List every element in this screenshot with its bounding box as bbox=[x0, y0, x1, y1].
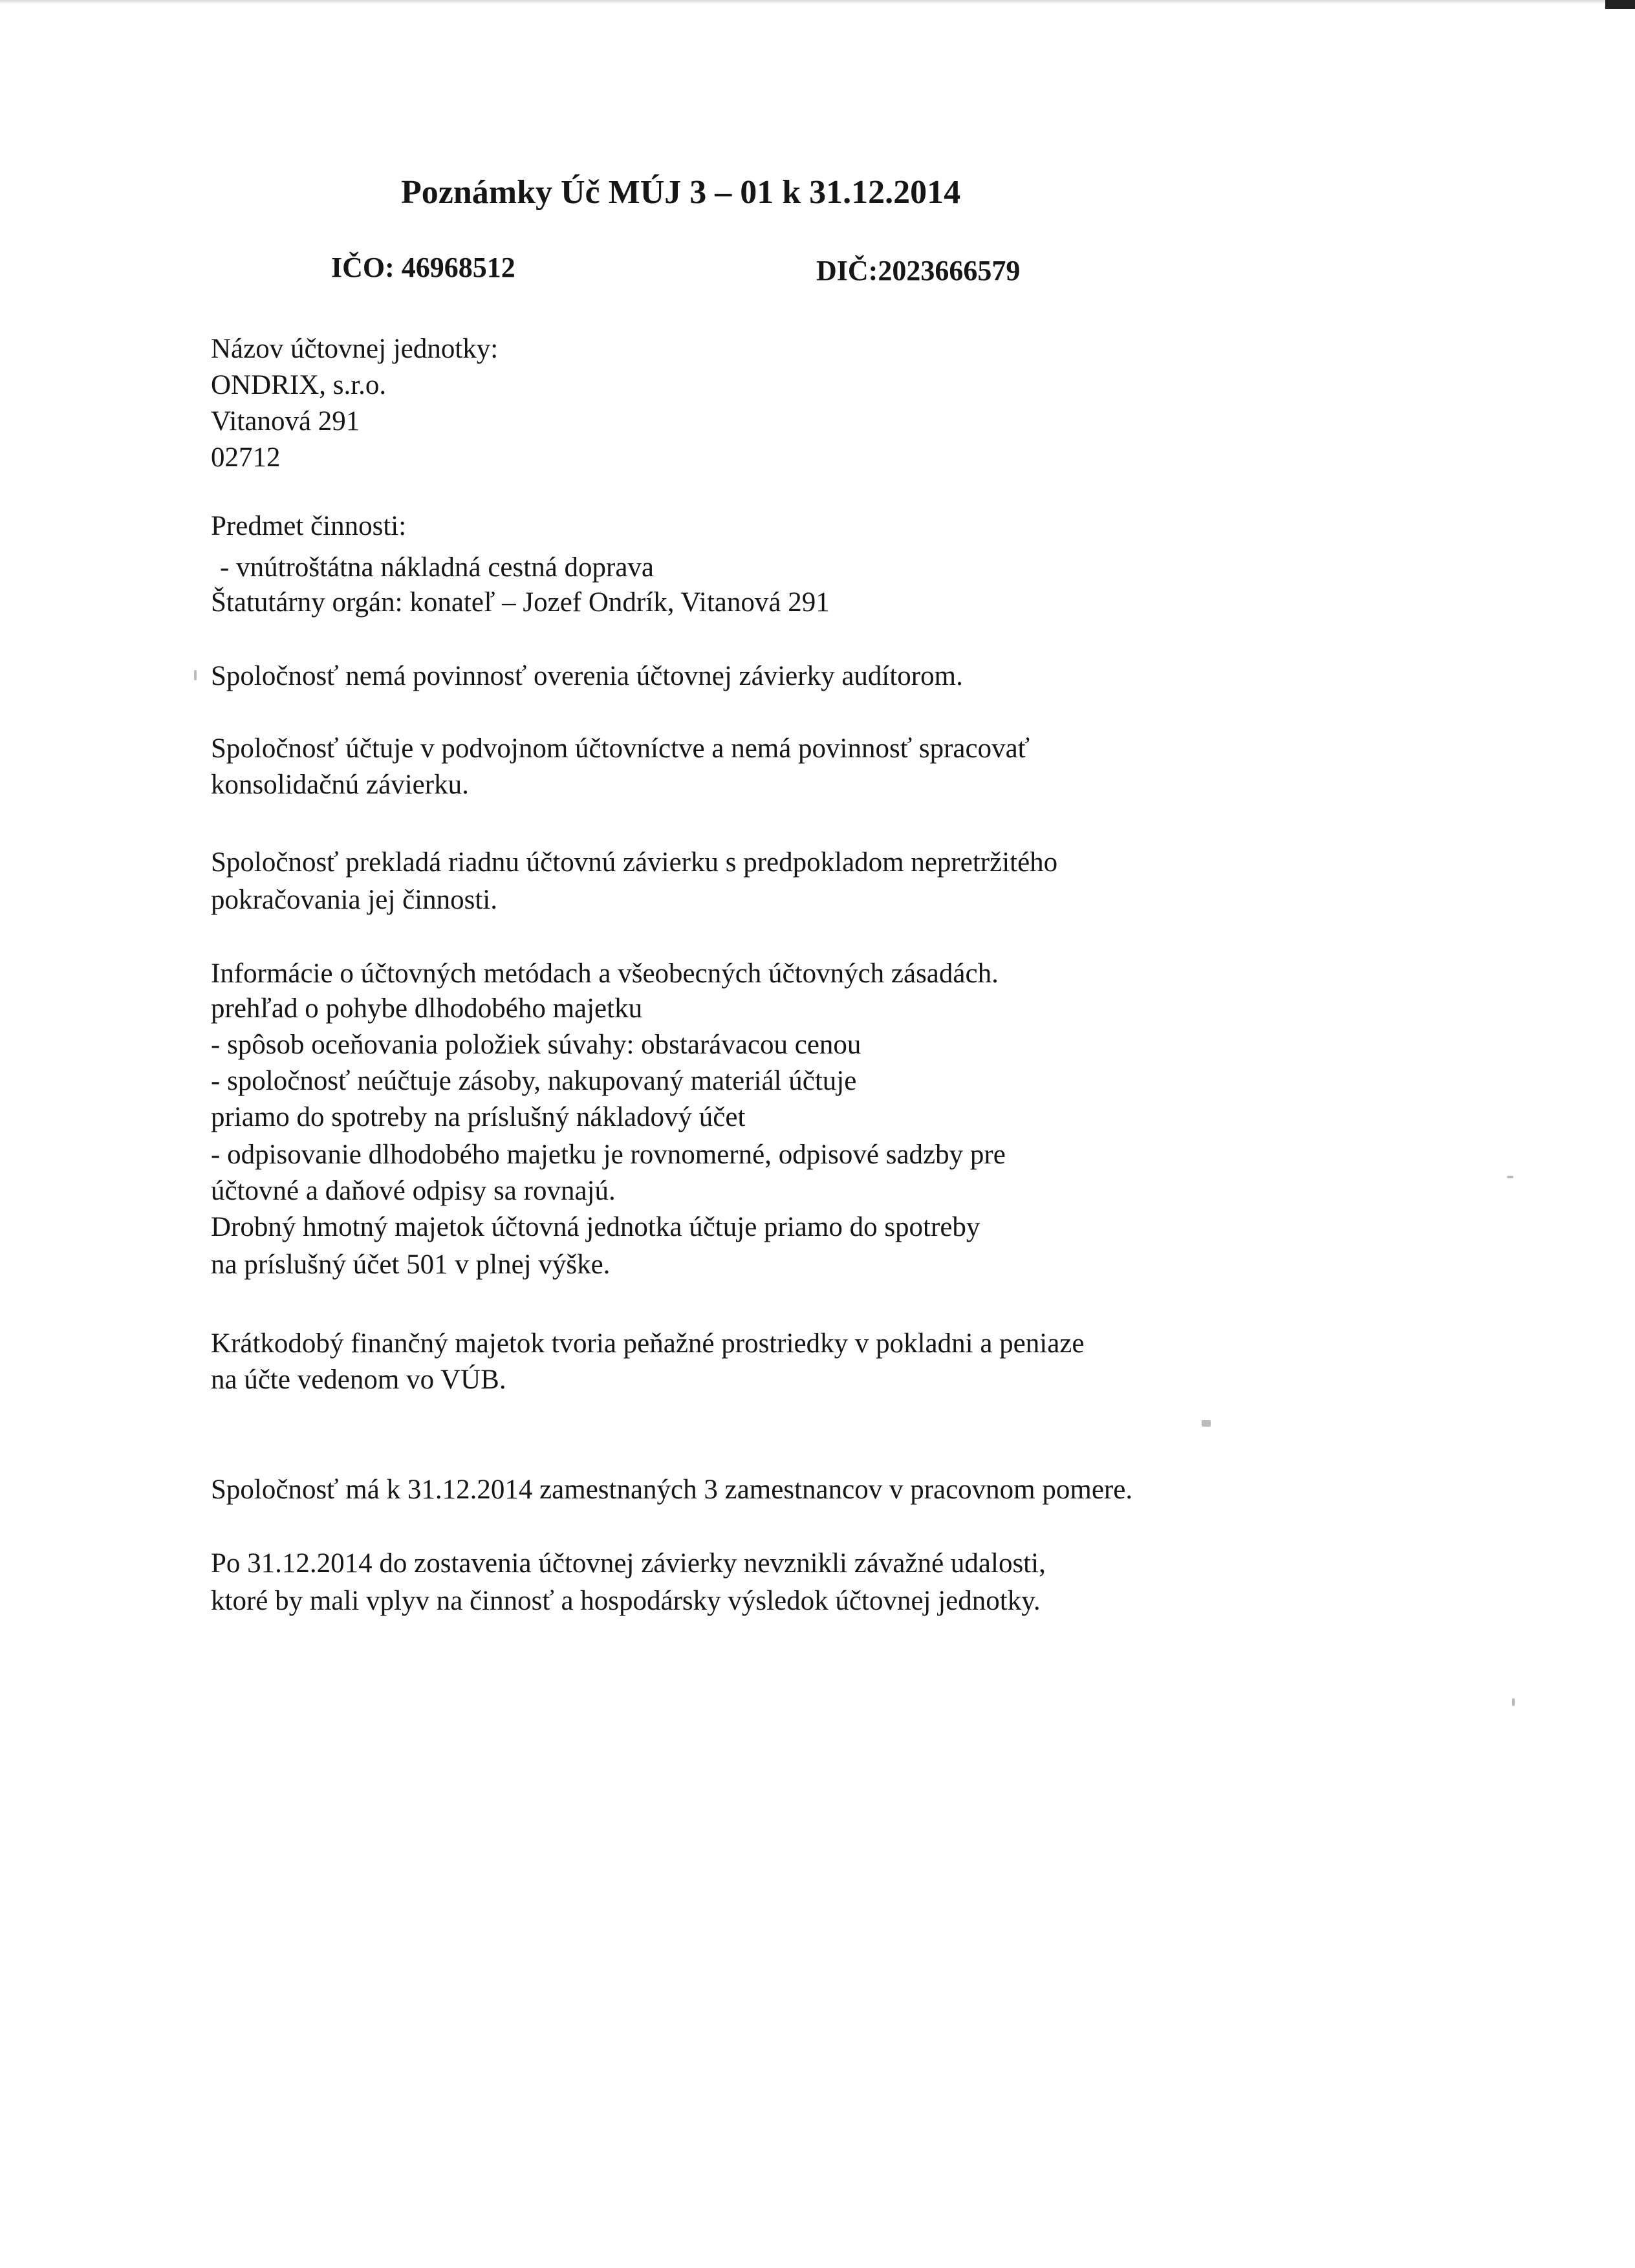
scan-top-edge bbox=[0, 0, 1635, 4]
scan-speck bbox=[1507, 1176, 1513, 1178]
activity-label: Predmet činnosti: bbox=[211, 511, 407, 541]
scan-speck bbox=[1202, 1420, 1211, 1427]
financial-assets-line: Krátkodobý finančný majetok tvoria peňažné prostriedky v pokladni a peniaze bbox=[211, 1328, 1085, 1359]
methods-line: Informácie o účtovných metódach a všeobecných účtovných zásadách. bbox=[211, 958, 999, 989]
activity-item: - vnútroštátna nákladná cestná doprava bbox=[220, 552, 655, 583]
going-concern-line: pokračovania jej činnosti. bbox=[211, 885, 497, 915]
methods-line: prehľad o pohybe dlhodobého majetku bbox=[211, 993, 643, 1024]
methods-line: na príslušný účet 501 v plnej výške. bbox=[211, 1249, 611, 1280]
dic-number: DIČ:2023666579 bbox=[816, 255, 1021, 286]
accounting-line: Spoločnosť účtuje v podvojnom účtovníctve a nemá povinnosť spracovať bbox=[211, 733, 1030, 764]
financial-assets-line: na účte vedenom vo VÚB. bbox=[211, 1365, 506, 1395]
going-concern-line: Spoločnosť prekladá riadnu účtovnú závierku s predpokladom nepretržitého bbox=[211, 847, 1058, 878]
methods-line: - spôsob oceňovania položiek súvahy: obstarávacou cenou bbox=[211, 1030, 861, 1060]
methods-line: účtovné a daňové odpisy sa rovnajú. bbox=[211, 1176, 616, 1206]
entity-name: ONDRIX, s.r.o. bbox=[211, 370, 387, 400]
employees-paragraph: Spoločnosť má k 31.12.2014 zamestnaných 3 zamestnancov v pracovnom pomere. bbox=[211, 1474, 1133, 1505]
methods-line: Drobný hmotný majetok účtovná jednotka účtuje priamo do spotreby bbox=[211, 1212, 980, 1242]
scan-corner-mark bbox=[1605, 0, 1635, 9]
entity-street: Vitanová 291 bbox=[211, 406, 360, 437]
methods-line: - odpisovanie dlhodobého majetku je rovnomerné, odpisové sadzby pre bbox=[211, 1139, 1006, 1170]
ico-number: IČO: 46968512 bbox=[331, 252, 515, 283]
statutory-body: Štatutárny orgán: konateľ – Jozef Ondrík, Vitanová 291 bbox=[211, 587, 830, 618]
audit-paragraph: Spoločnosť nemá povinnosť overenia účtovnej závierky audítorom. bbox=[211, 661, 963, 691]
scan-speck bbox=[194, 670, 197, 680]
accounting-line: konsolidačnú závierku. bbox=[211, 770, 469, 800]
methods-line: priamo do spotreby na príslušný nákladový účet bbox=[211, 1102, 746, 1132]
entity-postal-code: 02712 bbox=[211, 442, 281, 473]
subsequent-events-line: Po 31.12.2014 do zostavenia účtovnej závierky nevznikli závažné udalosti, bbox=[211, 1548, 1046, 1579]
entity-name-label: Názov účtovnej jednotky: bbox=[211, 334, 499, 364]
scan-speck bbox=[1512, 1698, 1515, 1706]
subsequent-events-line: ktoré by mali vplyv na činnosť a hospodársky výsledok účtovnej jednotky. bbox=[211, 1586, 1041, 1616]
document-title: Poznámky Úč MÚJ 3 – 01 k 31.12.2014 bbox=[401, 174, 961, 211]
methods-line: - spoločnosť neúčtuje zásoby, nakupovaný materiál účtuje bbox=[211, 1066, 857, 1096]
